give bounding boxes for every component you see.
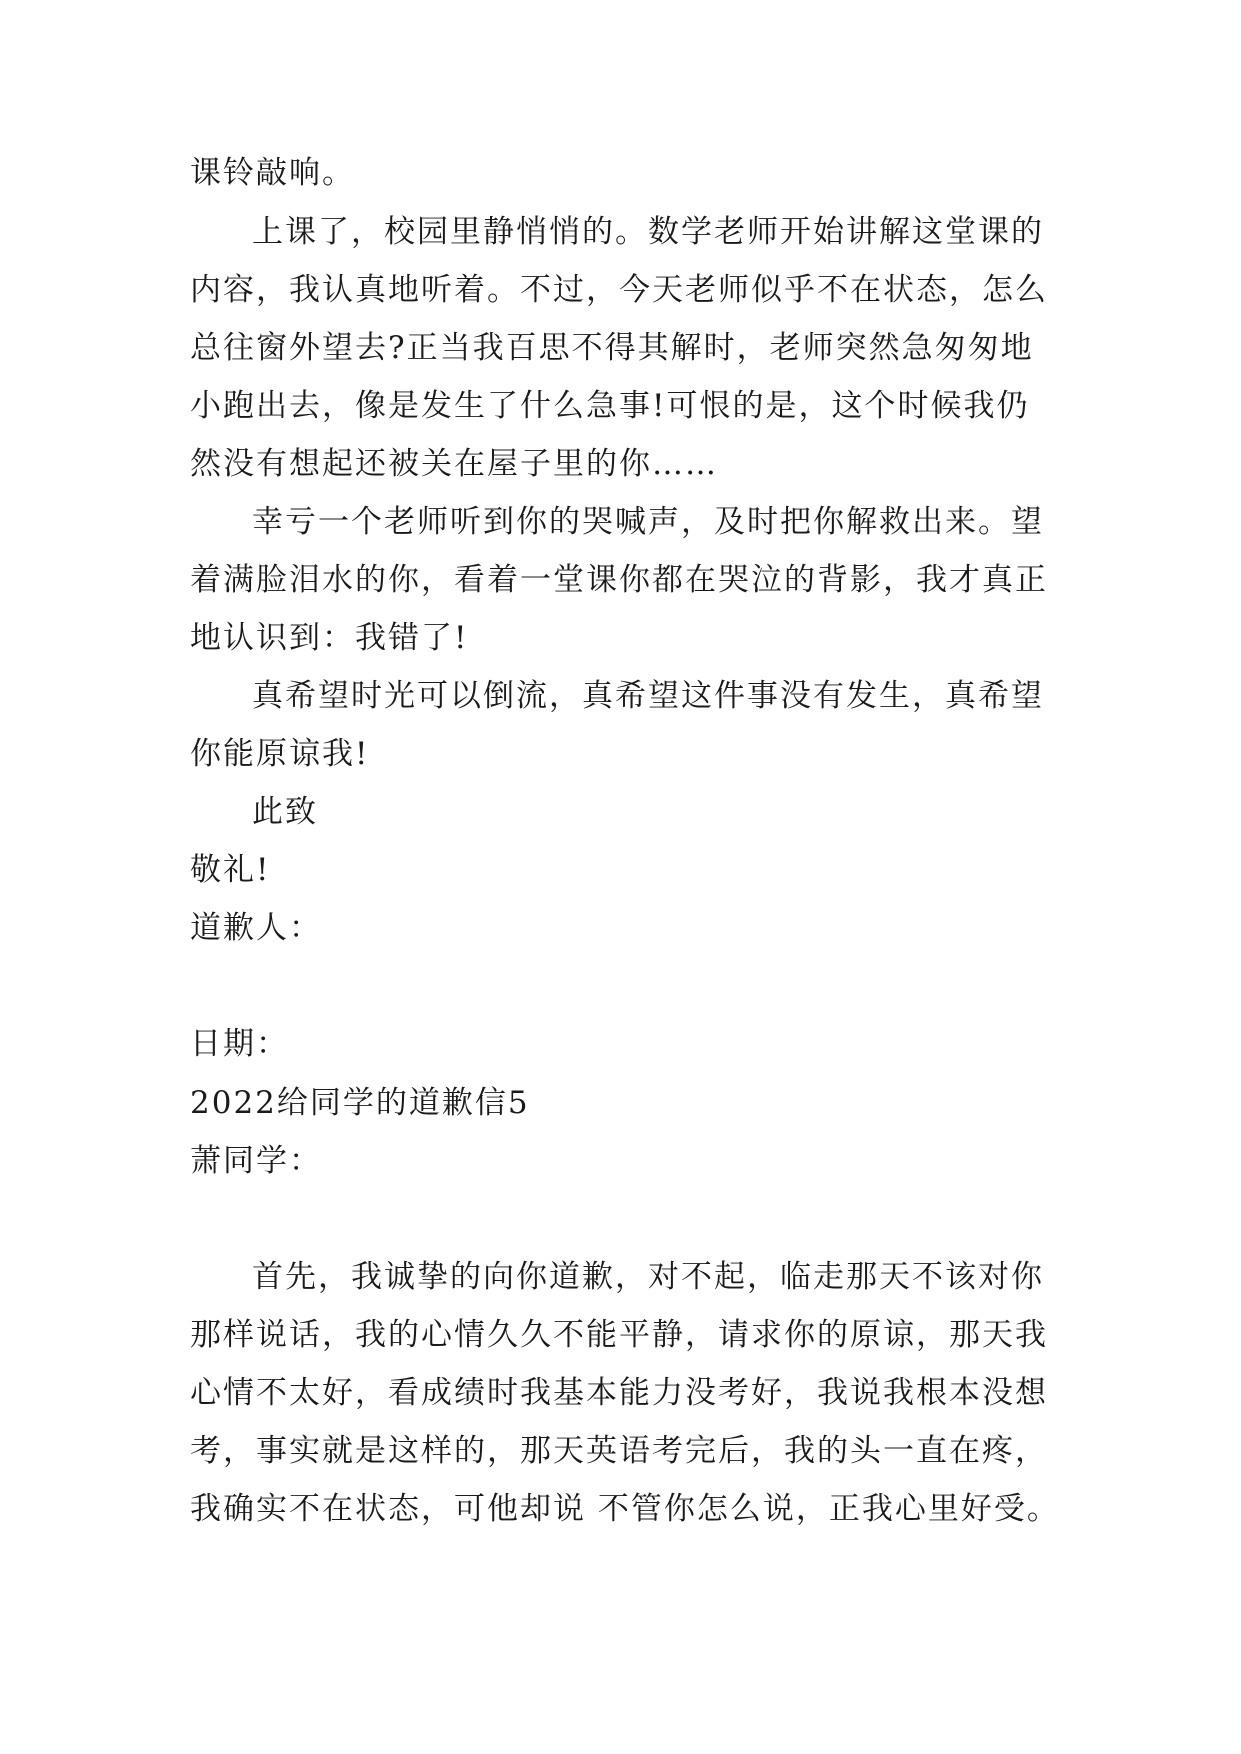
paragraph-line: 心情不太好，看成绩时我基本能力没考好，我说我根本没想 [190,1375,1048,1411]
paragraph-line: 我确实不在状态，可他却说 不管你怎么说，正我心里好受。 [190,1491,1060,1527]
section-heading: 2022给同学的道歉信5 [190,1085,530,1121]
paragraph-line: 那样说话，我的心情久久不能平静，请求你的原谅，那天我 [190,1317,1048,1353]
paragraph-line: 上课了，校园里静悄悄的。数学老师开始讲解这堂课的 [252,214,1044,250]
paragraph-line: 真希望时光可以倒流，真希望这件事没有发生，真希望 [252,678,1044,714]
paragraph-line: 幸亏一个老师听到你的哭喊声，及时把你解救出来。望 [252,504,1044,540]
greeting-line: 萧同学： [190,1143,322,1179]
paragraph-line: 课铃敲响。 [190,155,355,191]
paragraph-line: 考，事实就是这样的，那天英语考完后，我的头一直在疼， [190,1433,1048,1469]
date-line: 日期： [190,1026,289,1062]
paragraph-line: 着满脸泪水的你，看着一堂课你都在哭泣的背影，我才真正 [190,562,1048,598]
paragraph-line: 内容，我认真地听着。不过，今天老师似乎不在状态，怎么 [190,272,1048,308]
paragraph-line: 小跑出去，像是发生了什么急事!可恨的是，这个时候我仍 [190,388,1030,424]
paragraph-line: 地认识到：我错了! [190,620,469,656]
paragraph-line: 首先，我诚挚的向你道歉，对不起，临走那天不该对你 [252,1259,1044,1295]
paragraph-line: 然没有想起还被关在屋子里的你…… [190,446,718,482]
closing-line: 此致 [252,794,318,830]
paragraph-line: 总往窗外望去?正当我百思不得其解时，老师突然急匆匆地 [190,330,1034,366]
salutation-line: 敬礼! [190,852,271,888]
signature-line: 道歉人： [190,910,322,946]
paragraph-line: 你能原谅我! [190,736,370,772]
